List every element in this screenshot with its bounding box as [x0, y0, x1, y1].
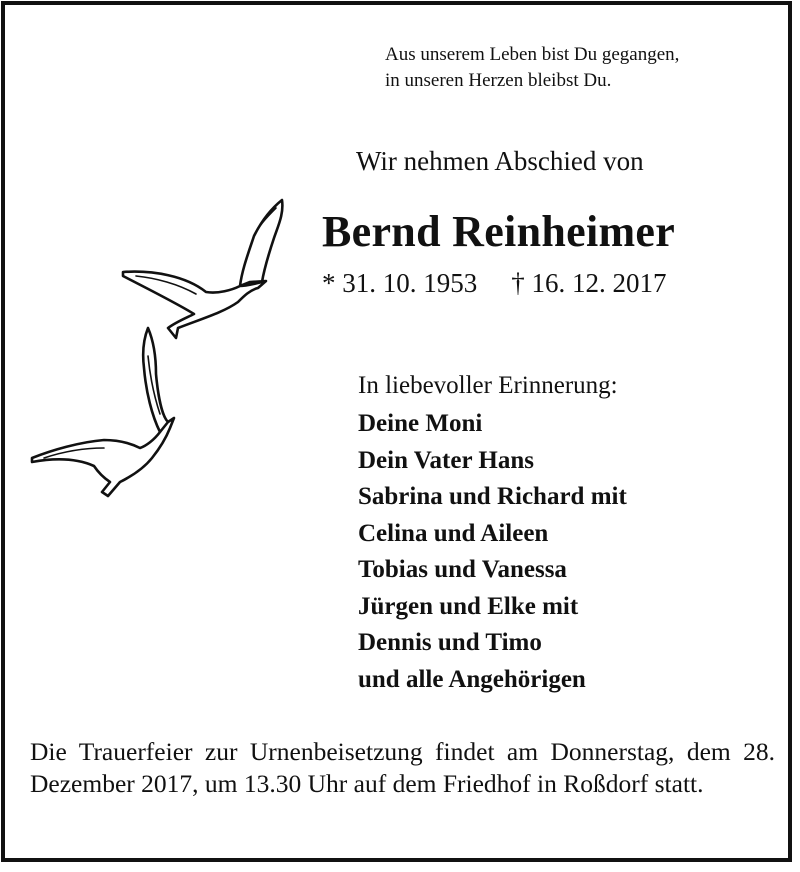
mourner-line: Tobias und Vanessa [358, 556, 567, 583]
mourner-line: Dein Vater Hans [358, 446, 534, 474]
mourner-line: und alle Angehörigen [358, 665, 586, 693]
dove-upper-icon [123, 200, 282, 338]
mourner-line: Deine Moni [358, 410, 483, 437]
two-doves-icon [28, 196, 288, 511]
motto-line-2: in unseren Herzen bleibst Du. [385, 70, 612, 91]
mourners-list [358, 406, 627, 698]
dove-lower-icon [32, 328, 174, 496]
mourner-line: Jürgen und Elke mit [358, 592, 579, 620]
funeral-notice: Die Trauerfeier zur Urnenbeisetzung findet am Donnerstag, dem 28. Dezember 2017, um 13.30 Uhr auf dem Friedhof in Roßdorf statt. [30, 737, 775, 798]
memory-label: In liebevoller Erinnerung: [358, 372, 618, 399]
motto [385, 42, 679, 94]
mourner-line: Dennis und Timo [358, 629, 542, 656]
life-dates [322, 268, 667, 299]
birth-date: * 31. 10. 1953 [322, 268, 478, 298]
death-date: † 16. 12. 2017 [511, 268, 667, 298]
mourner-line: Celina und Aileen [358, 519, 549, 547]
deceased-name: Bernd Reinheimer [322, 207, 676, 256]
motto-line-1: Aus unserem Leben bist Du gegangen, [385, 44, 680, 65]
mourner-line: Sabrina und Richard mit [358, 483, 627, 510]
farewell-intro: Wir nehmen Abschied von [356, 146, 644, 176]
